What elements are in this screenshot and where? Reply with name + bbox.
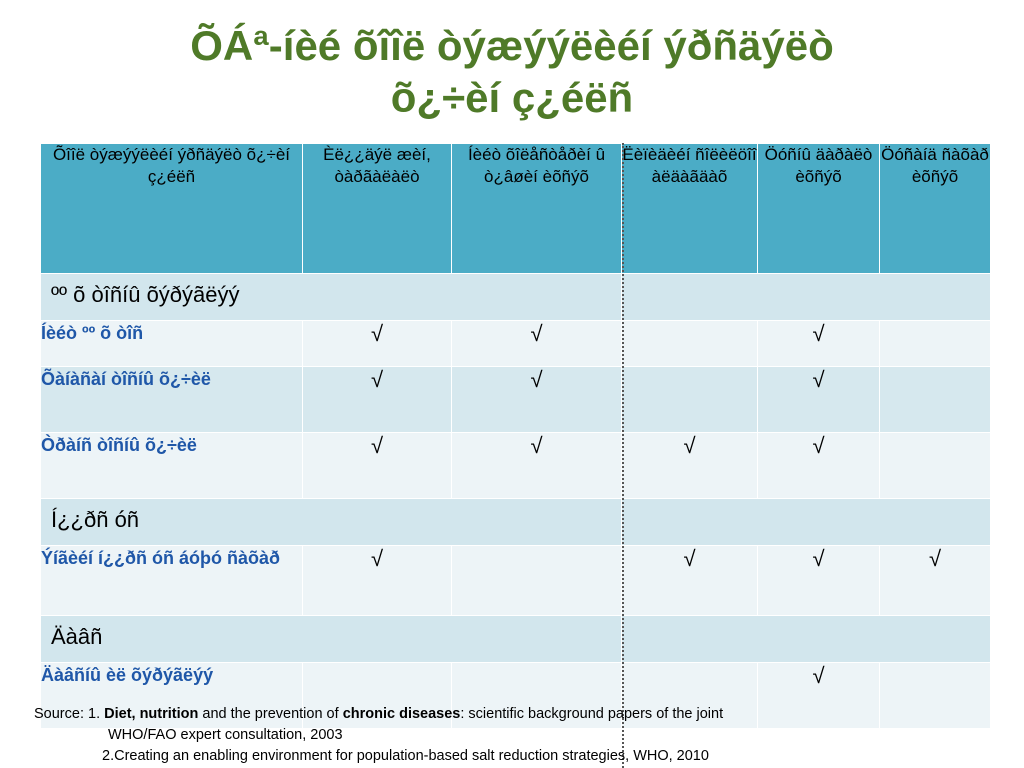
header-obesity: Èë¿¿äýë æèí, òàðãàëàëò	[303, 144, 452, 274]
table-row	[41, 321, 991, 367]
check-mark: √	[530, 321, 543, 346]
row-label: Òðàíñ òîñíû õ¿÷èë	[41, 433, 303, 499]
check-mark: √	[370, 546, 384, 571]
source-ref-2: 2.Creating an enabling environment for population-based salt reduction strategies, WHO, 2010	[102, 748, 709, 764]
source-notes	[34, 704, 994, 767]
check-mark: √	[370, 321, 384, 346]
check-cell	[452, 367, 622, 433]
check-mark: √	[683, 546, 696, 571]
check-cell	[303, 321, 452, 367]
row-label: Íèéò ºº õ òîñ	[41, 321, 303, 367]
check-cell	[880, 546, 991, 616]
empty-cell	[452, 546, 622, 616]
check-cell	[622, 433, 758, 499]
source-ref-1-bold-2: chronic diseases	[342, 706, 461, 722]
check-cell	[622, 546, 758, 616]
section-row-carbohydrates	[41, 499, 991, 546]
header-risk-factor: Õîîë òýæýýëèéí ýðñäýëò õ¿÷èí ç¿éëñ	[41, 144, 303, 274]
header-blood-pressure: Öóñíû äàðàëò èõñýõ	[758, 144, 880, 274]
empty-cell	[622, 367, 758, 433]
source-ref-1-line-2: WHO/FAO expert consultation, 2003	[108, 727, 343, 743]
empty-cell	[880, 367, 991, 433]
check-mark: √	[812, 433, 825, 458]
check-cell	[758, 546, 880, 616]
table-header-row	[41, 144, 991, 274]
source-ref-1-mid: and the prevention of	[198, 706, 343, 722]
check-cell	[303, 367, 452, 433]
section-label: Äàâñ	[41, 616, 622, 663]
check-cell	[303, 433, 452, 499]
slide-title-line-1: ÕÁª-íèé õîîë òýæýýëèéí ýðñäýëò	[190, 22, 834, 69]
check-mark: √	[370, 367, 384, 392]
check-mark: √	[812, 663, 825, 688]
empty-cell	[880, 433, 991, 499]
dotted-divider	[622, 143, 624, 768]
empty-cell	[880, 321, 991, 367]
section-row-salt	[41, 616, 991, 663]
risk-factor-table	[40, 143, 991, 729]
source-ref-1-bold-1: Diet, nutrition	[104, 706, 199, 722]
row-label: Õàíàñàí òîñíû õ¿÷èë	[41, 367, 303, 433]
check-cell	[303, 546, 452, 616]
check-mark: √	[530, 367, 543, 392]
row-label: Ýíãèéí í¿¿ðñ óñ áóþó ñàõàð	[41, 546, 303, 616]
check-mark: √	[530, 433, 543, 458]
section-row-fats	[41, 274, 991, 321]
table-row	[41, 367, 991, 433]
source-ref-1-end: : scientific background papers of the joint	[460, 706, 724, 722]
check-cell	[758, 321, 880, 367]
section-label: Í¿¿ðñ óñ	[41, 499, 622, 546]
section-fill	[622, 616, 991, 663]
source-prefix: Source: 1.	[34, 706, 101, 722]
header-lipid-metabolism: Ëèïèäèéí ñîëèëöîî àëäàãäàõ	[622, 144, 758, 274]
check-mark: √	[812, 367, 825, 392]
check-cell	[758, 367, 880, 433]
source-ref-1	[34, 704, 994, 725]
check-mark: √	[812, 321, 825, 346]
check-mark: √	[928, 546, 942, 571]
section-label: ºº õ òîñíû õýðýãëýý	[41, 274, 622, 321]
section-fill	[622, 274, 991, 321]
check-mark: √	[683, 433, 696, 458]
section-fill	[622, 499, 991, 546]
check-cell	[452, 433, 622, 499]
check-mark: √	[812, 546, 825, 571]
header-blood-sugar: Öóñàíä ñàõàð èõñýõ	[880, 144, 991, 274]
check-cell	[452, 321, 622, 367]
slide-title	[0, 20, 1024, 124]
table-row	[41, 546, 991, 616]
row-label: Äàâñíû èë õýðýãëýý	[41, 663, 303, 729]
check-mark: √	[370, 433, 384, 458]
empty-cell	[622, 321, 758, 367]
slide-title-line-2: õ¿÷èí ç¿éëñ	[390, 74, 634, 121]
table-row	[41, 433, 991, 499]
check-cell	[758, 433, 880, 499]
header-cholesterol: Íèéò õîëåñòåðèí û ò¿âøèí èõñýõ	[452, 144, 622, 274]
